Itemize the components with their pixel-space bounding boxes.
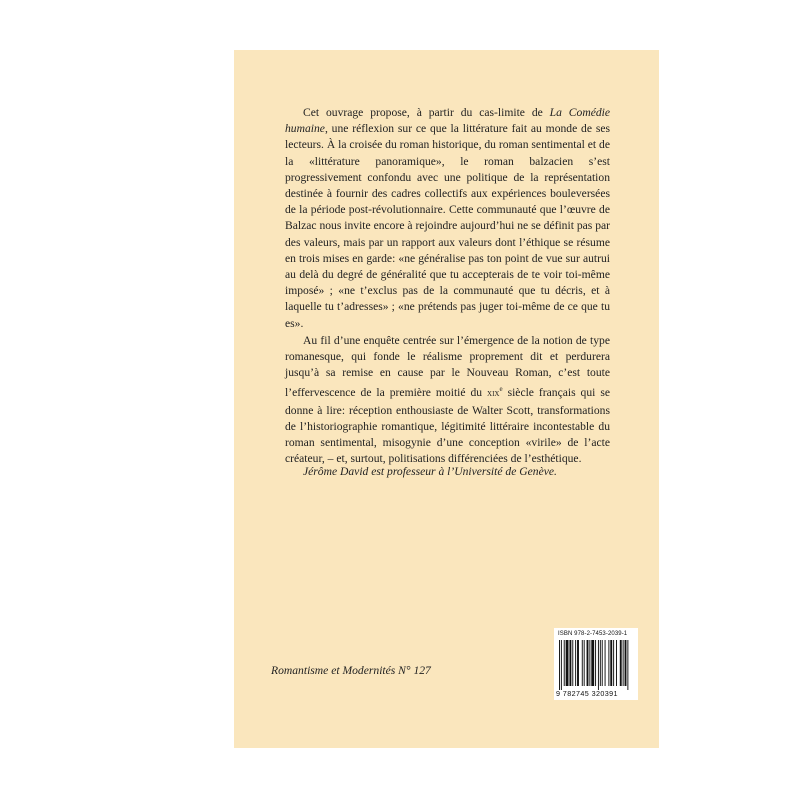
century-numeral: xix <box>487 388 500 400</box>
blurb-text <box>285 105 610 467</box>
isbn-label: ISBN 978-2-7453-2039-1 <box>558 631 628 637</box>
century-superscript: e <box>499 385 503 394</box>
barcode-block <box>554 628 638 700</box>
blurb-p2-end: siècle français qui se donne à lire: réception enthousiaste de Walter Scott, transformations de l’historiographie romantique, légitimité littéraire incontestable du roman sentimental, misogynie d’une conception «virile» de l’acte créateur, – et, surtout, politisations différenciées de l’esthétique. <box>285 386 610 466</box>
barcode-icon <box>556 640 636 690</box>
blurb-p1-intro: Cet ouvrage propose, à partir du cas-limite de <box>303 106 550 119</box>
author-note: Jérôme David est professeur à l’Université de Genève. <box>303 465 557 478</box>
blurb-p2-start: Au fil d’une enquête centrée sur l’émergence de la notion de type romanesque, qui fonde le réalisme proprement dit et perdurera jusqu’à sa remise en cause par le Nouveau Roman, c’est toute l’effervescence de la première moitié du <box>285 333 610 400</box>
book-back-cover <box>234 50 659 748</box>
book-title-reference: La Comédie humaine <box>285 106 611 136</box>
blurb-paragraph-1 <box>285 105 610 332</box>
isbn-digits: 9 782745 320391 <box>556 689 618 698</box>
blurb-paragraph-2 <box>285 333 610 467</box>
series-label: Romantisme et Modernités N° 127 <box>271 664 431 677</box>
blurb-p1-rest: , une réflexion sur ce que la littérature fait au monde de ses lecteurs. À la croisée du roman historique, du roman sentimental et de la «littérature panoramique», le roman balzacien s’est progressivement confondu avec une politique de la représentation destinée à fournir des cadres collectifs aux expériences bouleversées de la période post-révolutionnaire. Cette communauté que l’œuvre de Balzac nous invite encore à rejoindre aujourd’hui ne se définit pas par des valeurs, mais par un rapport aux valeurs dont l’éthique se résume en trois mises en garde: «ne généralise pas ton point de vue sur autrui au delà du degré de généralité que tu accepterais de te voir toi-même imposé» ; «ne t’exclus pas de la communauté que tu décris, et à laquelle tu t’adresses» ; «ne prétends pas juger toi-même de ce que tu es». <box>285 122 610 330</box>
